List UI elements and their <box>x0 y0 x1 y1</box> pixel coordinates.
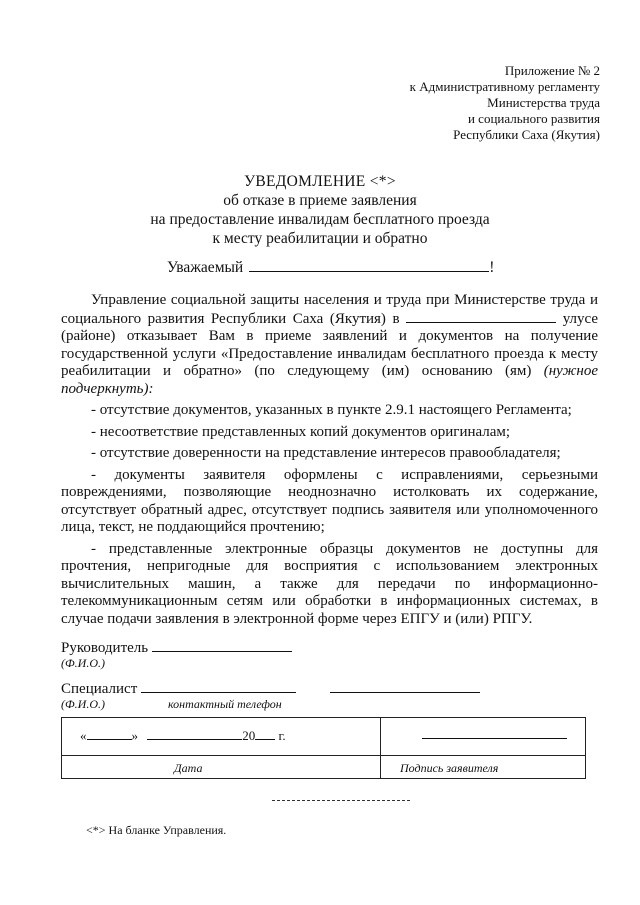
title-line: УВЕДОМЛЕНИЕ <*> <box>244 173 396 190</box>
date-caption: Дата <box>174 761 203 775</box>
main-paragraph <box>61 292 598 398</box>
phone-blank <box>330 680 480 693</box>
specialist-label: Специалист <box>61 681 138 697</box>
date-field <box>80 728 286 744</box>
specialist-signature-row <box>61 680 480 698</box>
quote-close: » <box>131 728 138 743</box>
title-line: об отказе в приеме заявления <box>223 192 417 209</box>
underline-note: (нужное подчеркнуть): <box>61 363 599 397</box>
appendix-header <box>410 63 600 143</box>
year-prefix: 20 <box>242 728 256 743</box>
table-divider <box>380 718 381 778</box>
footnote: <*> На бланке Управления. <box>86 823 227 837</box>
notice-body <box>61 292 598 628</box>
appendix-line: Республики Саха (Якутия) <box>453 127 600 142</box>
reason-item: - представленные электронные образцы документов не доступны для прочтения, непригодные для восприятия с использованием электронных вычислительных машин, а также для передачи по информационно-телекоммуникационным сетям или обработки в информационных системах, в случае подачи заявления в электронной форме через ЕПГУ и (или) РПГУ. <box>61 540 598 627</box>
head-label: Руководитель <box>61 640 149 656</box>
salutation <box>167 258 494 277</box>
head-fio-label: (Ф.И.О.) <box>61 656 105 670</box>
document-title <box>0 172 640 248</box>
title-line: к месту реабилитации и обратно <box>212 230 428 247</box>
quote-open: « <box>80 728 87 743</box>
reason-item: - отсутствие документов, указанных в пункте 2.9.1 настоящего Регламента; <box>91 402 572 418</box>
year-blank <box>255 729 275 740</box>
date-signature-table <box>61 717 586 779</box>
recipient-name-blank <box>249 258 489 272</box>
district-blank <box>406 310 556 323</box>
head-signature-row <box>61 639 292 657</box>
month-blank <box>147 729 242 740</box>
specialist-signature-blank <box>141 680 296 693</box>
appendix-line: и социального развития <box>467 111 600 126</box>
applicant-signature-blank <box>422 738 567 739</box>
salutation-prefix: Уважаемый <box>167 259 244 276</box>
reason-item: - отсутствие доверенности на представление интересов правообладателя; <box>91 445 561 461</box>
appendix-line: Приложение № 2 <box>504 63 600 78</box>
paragraph-text: улусе (районе) отказывает Вам в приеме заявлений и документов на получение государственной услуги «Предоставление инвалидам бесплатного проезда к месту реабилитации и обратно» (по следующему (им) основанию (ям) <box>61 310 599 379</box>
appendix-line: Министерства труда <box>487 95 600 110</box>
reason-item: - несоответствие представленных копий документов оригиналам; <box>91 423 511 440</box>
title-line: на предоставление инвалидам бесплатного проезда <box>150 211 490 228</box>
paragraph-text: Управление социальной защиты населения и труда при Министерстве труда и социального развития Республики Саха (Якутия) в <box>61 292 598 327</box>
footnote-separator <box>272 800 410 801</box>
head-signature-blank <box>152 639 292 652</box>
salutation-suffix: ! <box>489 259 495 276</box>
appendix-line: к Административному регламенту <box>409 79 600 94</box>
reason-item: - документы заявителя оформлены с исправлениями, серьезными повреждениями, позволяющие неоднозначно истолковать их содержание, отсутствует обратный адрес, отсутствует подпись заявителя или уполномоченного лица, текст, не поддающийся прочтению; <box>61 466 598 535</box>
phone-label: контактный телефон <box>168 697 282 711</box>
year-suffix: г. <box>278 728 286 743</box>
signature-caption: Подпись заявителя <box>400 761 499 775</box>
specialist-fio-label: (Ф.И.О.) <box>61 697 105 711</box>
table-divider <box>62 755 585 756</box>
day-blank <box>87 729 132 740</box>
